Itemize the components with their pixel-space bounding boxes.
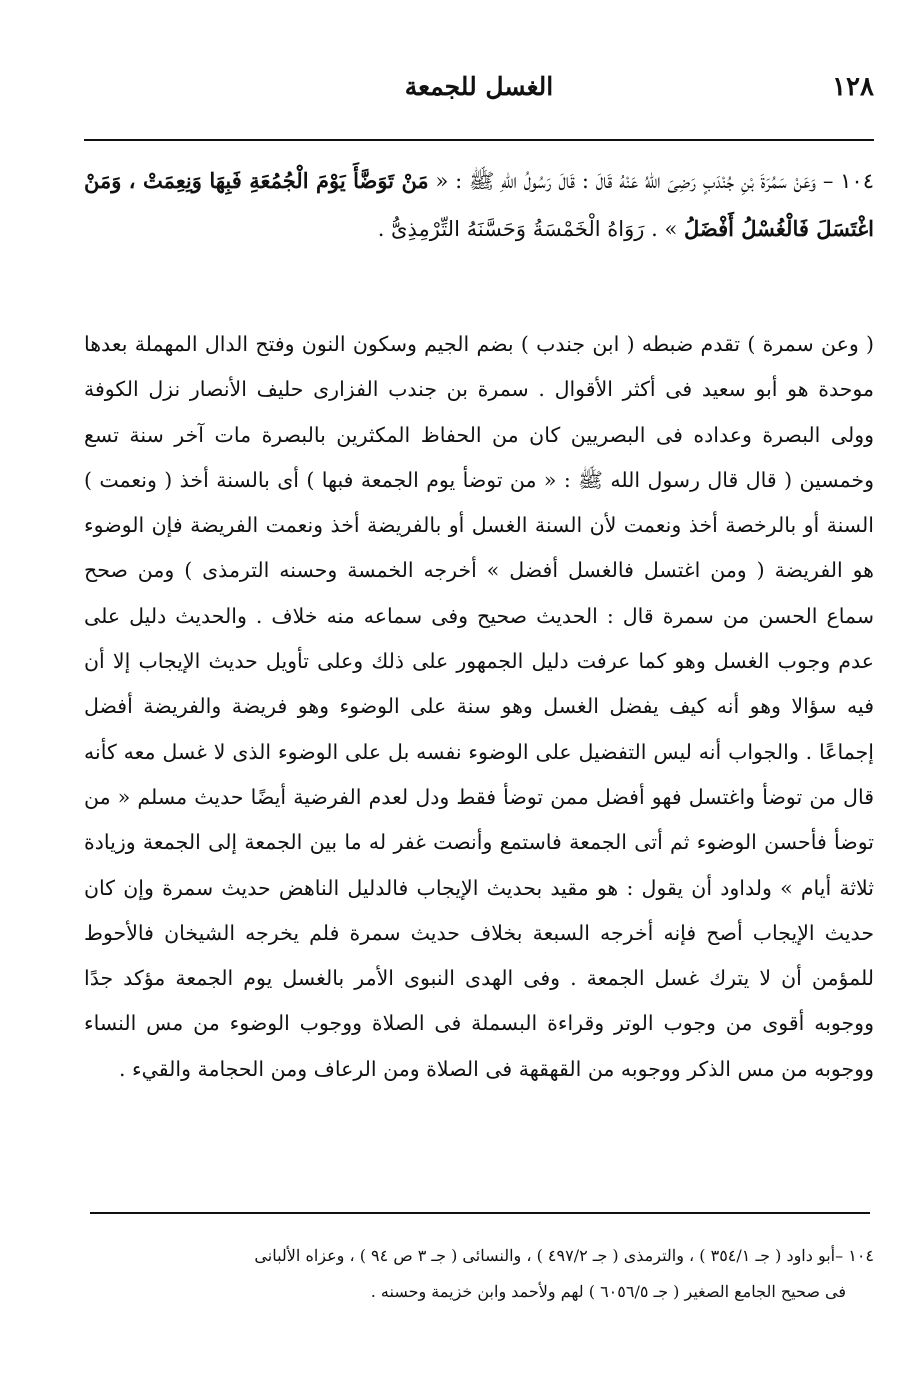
hadith-text [84, 157, 874, 253]
commentary-body [84, 322, 874, 1092]
running-title: الغسل للجمعة [404, 72, 554, 101]
hadith-outro: » . رَوَاهُ الْخَمْسَةُ وَحَسَّنَهُ التِّرْمِذِىُّ . [377, 217, 684, 241]
page-number: ١٢٨ [832, 72, 874, 102]
footnote [84, 1238, 874, 1310]
commentary-paragraph: ( وعن سمرة ) تقدم ضبطه ( ابن جندب ) بضم الجيم وسكون النون وفتح الدال المهملة بعدها موحدة هو أبو سعيد فى أكثر الأقوال . سمرة بن جندب الفزارى حليف الأنصار نزل الكوفة وولى البصرة وعداده فى البصريين كان من الحفاظ المكثرين بالبصرة مات آخر سنة تسع وخمسين ( قال قال رسول الله ﷺ : « من توضأ يوم الجمعة فبها ) أى بالسنة أخذ ( ونعمت ) السنة أو بالرخصة أخذ ونعمت لأن السنة الغسل أو بالفريضة أخذ ونعمت الفريضة فإن الوضوء هو الفريضة ( ومن اغتسل فالغسل أفضل » أخرجه الخمسة وحسنه الترمذى ) ومن صحح سماع الحسن من سمرة قال : الحديث صحيح وفى سماعه منه خلاف . والحديث دليل على عدم وجوب الغسل وهو كما عرفت دليل الجمهور على ذلك وعلى تأويل حديث الإيجاب إلا أن فيه سؤالا وهو أنه كيف يفضل الغسل وهو سنة على الوضوء وهو فريضة والفريضة أفضل إجماعًا . والجواب أنه ليس التفضيل على الوضوء نفسه بل على الوضوء الذى لا غسل معه كأنه قال من توضأ واغتسل فهو أفضل ممن توضأ فقط ودل لعدم الفرضية أيضًا حديث مسلم « من توضأ فأحسن الوضوء ثم أتى الجمعة فاستمع وأنصت غفر له ما بين الجمعة إلى الجمعة وزيادة ثلاثة أيام » ولداود أن يقول : هو مقيد بحديث الإيجاب فالدليل الناهض حديث سمرة وإن كان حديث الإيجاب أصح فإنه أخرجه السبعة بخلاف حديث سمرة فلم يخرجه الشيخان فالأحوط للمؤمن أن لا يترك غسل الجمعة . وفى الهدى النبوى الأمر بالغسل يوم الجمعة مؤكد جدًا ووجوبه أقوى من وجوب الوتر وقراءة البسملة فى الصلاة ووجوب الوضوء من مس النساء ووجوبه من مس الذكر ووجوبه من القهقهة فى الصلاة ومن الرعاف ومن الحجامة والقيء . [84, 332, 874, 1081]
page-header [84, 72, 874, 116]
footnote-rule [90, 1212, 870, 1214]
header-rule [84, 139, 874, 141]
footnote-line-1: ١٠٤ –أبو داود ( جـ ٣٥٤/١ ) ، والترمذى ( جـ ٤٩٧/٢ ) ، والنسائى ( جـ ٣ ص ٩٤ ) ، وعزاه الألبانى [254, 1246, 874, 1265]
hadith-quote: مَنْ تَوَضَّأَ يَوْمَ الْجُمُعَةِ فَبِهَا وَنِعِمَتْ ، وَمَنْ اغْتَسَلَ فَالْغُسْلُ أَفْضَلُ [84, 168, 874, 241]
hadith-intro: ١٠٤ – وَعَنْ سَمُرَةَ بْنِ جُنْدَبٍ رَضِىَ اللهُ عَنْهُ قَالَ : قَالَ رَسُولُ اللهِ ﷺ : « [428, 169, 874, 193]
footnote-line-2: فى صحيح الجامع الصغير ( جـ ٦٠٥٦/٥ ) لهم ولأحمد وابن خزيمة وحسنه . [370, 1282, 846, 1301]
